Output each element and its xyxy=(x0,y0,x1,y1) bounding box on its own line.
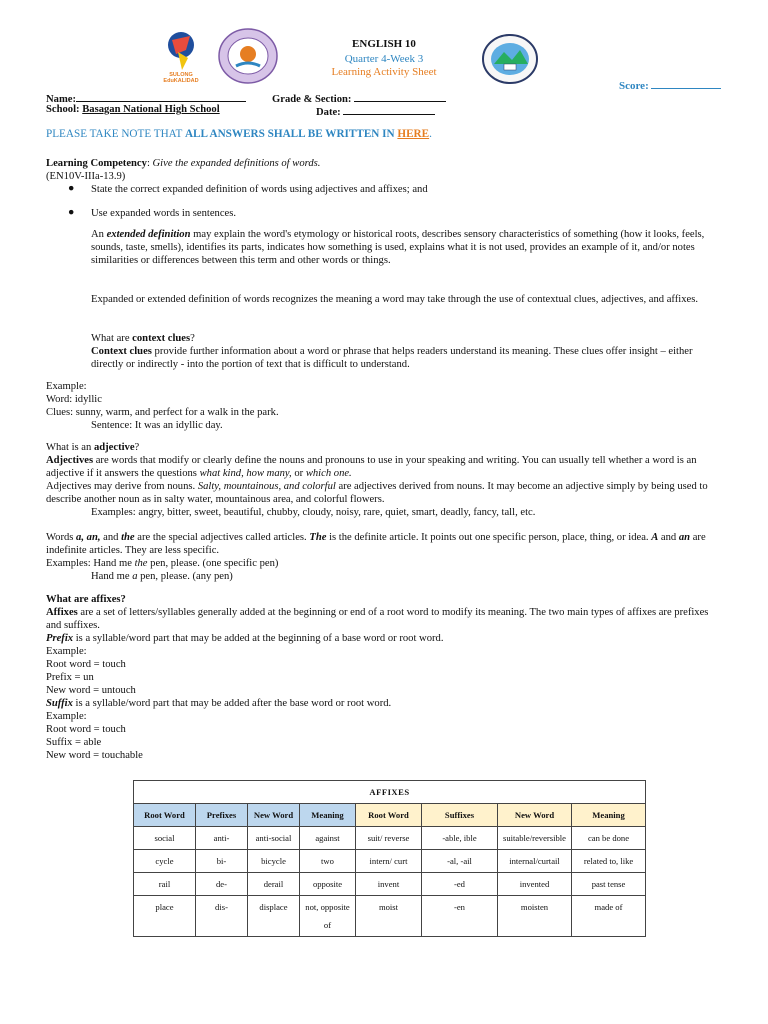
adjective-definition: Adjectives are words that modify or clearly define the nouns and pronouns to use in your speaking and writing. You can usually tell whether a word is an adjective if it answers the questions what kind, how many, or which one. xyxy=(46,455,697,479)
example-clues: Clues: sunny, warm, and perfect for a walk in the park. xyxy=(46,407,279,418)
col-header: Root Word xyxy=(134,804,196,827)
col-header: New Word xyxy=(498,804,572,827)
example-label: Example: xyxy=(46,381,87,392)
prefix-definition: Prefix is a syllable/word part that may be added at the beginning of a base word or root word. xyxy=(46,633,444,644)
adjective-question: What is an adjective? xyxy=(46,442,140,453)
table-title-row xyxy=(134,781,646,804)
name-label: Name: xyxy=(46,94,77,105)
objective-1: State the correct expanded definition of words using adjectives and affixes; and xyxy=(91,184,428,195)
affixes-definition: Affixes are a set of letters/syllables generally added at the beginning or end of a root word to modify its meaning. The two main types of affixes are prefixes and suffixes. xyxy=(46,607,709,631)
competency-code: (EN10V-IIIa-13.9) xyxy=(46,171,126,182)
adjective-derivation: Adjectives may derive from nouns. Salty, mountainous, and colorful are adjectives derived from nouns. It may become an adjective simply by being used to describe another noun as in salty water, mountainous area, and colorful flowers. xyxy=(46,481,708,505)
suffix-example-label: Example: xyxy=(46,711,87,722)
col-header: Meaning xyxy=(300,804,356,827)
col-header: Root Word xyxy=(356,804,422,827)
example-word: Word: idyllic xyxy=(46,394,102,405)
col-header: New Word xyxy=(248,804,300,827)
quarter-week: Quarter 4-Week 3 xyxy=(344,53,424,65)
articles-example-2: Hand me a pen, please. (any pen) xyxy=(91,571,233,582)
affixes-table xyxy=(133,780,646,937)
date-blank[interactable] xyxy=(343,104,435,115)
score-field xyxy=(619,78,721,92)
school-field xyxy=(46,104,220,115)
score-blank[interactable] xyxy=(651,78,721,89)
col-header: Prefixes xyxy=(196,804,248,827)
name-blank[interactable] xyxy=(76,91,246,102)
prefix-value: Prefix = un xyxy=(46,672,94,683)
date-label: Date: xyxy=(316,107,341,118)
affixes-question: What are affixes? xyxy=(46,594,126,605)
col-header: Meaning xyxy=(572,804,646,827)
suffix-value: Suffix = able xyxy=(46,737,102,748)
context-clues-question: What are context clues? xyxy=(91,333,195,344)
logo-caption: SULONG EduKALIDAD xyxy=(163,72,199,84)
grade-field xyxy=(272,91,446,105)
articles-paragraph: Words a, an, and the are the special adjectives called articles. The is the definite article. It points out one specific person, place, thing, or idea. A and an are indefinite articles. They are less specific. xyxy=(46,532,706,556)
prefix-example-label: Example: xyxy=(46,646,87,657)
context-clues-definition: Context clues provide further information about a word or phrase that helps readers understand its meaning. These clues offer insight – either directly or indirectly - into the portion of text that is difficult to understand. xyxy=(91,346,693,370)
suffix-root: Root word = touch xyxy=(46,724,126,735)
here-link[interactable]: HERE xyxy=(397,128,430,140)
grade-blank[interactable] xyxy=(354,91,446,102)
bullet-icon: ● xyxy=(68,183,75,194)
table-header-row xyxy=(134,804,646,827)
bullet-icon: ● xyxy=(68,207,75,218)
col-header: Suffixes xyxy=(422,804,498,827)
score-label: Score: xyxy=(619,80,649,92)
example-sentence: Sentence: It was an idyllic day. xyxy=(91,420,223,431)
suffix-new-word: New word = touchable xyxy=(46,750,143,761)
expanded-definition-paragraph: Expanded or extended definition of words recognizes the meaning a word may take through the use of contextual clues, adjectives, and affixes. xyxy=(91,294,698,305)
date-field xyxy=(316,104,435,118)
extended-definition-paragraph: An extended definition may explain the word's etymology or historical roots, describes sensory characteristics of something (how it looks, feels, sounds, taste, smells), identifies its parts, indicates how something is used, explains what it is not used, provides an example of it, and/or notes similarities or differences between this term and other words or things. xyxy=(91,229,705,266)
table-row: place dis- displace not, opposite of moist -en moisten made of xyxy=(134,896,646,937)
grade-label: Grade & Section: xyxy=(272,94,352,105)
competency: Learning Competency: Give the expanded definitions of words. xyxy=(46,158,321,169)
subject-title: ENGLISH 10 xyxy=(352,38,416,50)
prefix-root: Root word = touch xyxy=(46,659,126,670)
table-row: cycle bi- bicycle two intern/ curt -al, -ail internal/curtail related to, like xyxy=(134,850,646,873)
school-value: Basagan National High School xyxy=(82,104,220,115)
name-field xyxy=(46,91,246,105)
adjective-examples: Examples: angry, bitter, sweet, beautiful, chubby, cloudy, noisy, rare, quiet, smart, deadly, fancy, tall, etc. xyxy=(91,507,536,518)
table-row: rail de- derail opposite invent -ed invented past tense xyxy=(134,873,646,896)
school-label: School: xyxy=(46,104,80,115)
prefix-new-word: New word = untouch xyxy=(46,685,136,696)
objective-2: Use expanded words in sentences. xyxy=(91,208,237,219)
table-title: AFFIXES xyxy=(134,781,646,804)
answer-note: PLEASE TAKE NOTE THAT ALL ANSWERS SHALL BE WRITTEN IN HERE. xyxy=(46,128,432,140)
sheet-title: Learning Activity Sheet xyxy=(331,66,437,78)
table-row: social anti- anti-social against suit/ reverse -able, ible suitable/reversible can be done xyxy=(134,827,646,850)
articles-example-1: Examples: Hand me the pen, please. (one specific pen) xyxy=(46,558,279,569)
suffix-definition: Suffix is a syllable/word part that may be added after the base word or root word. xyxy=(46,698,392,709)
